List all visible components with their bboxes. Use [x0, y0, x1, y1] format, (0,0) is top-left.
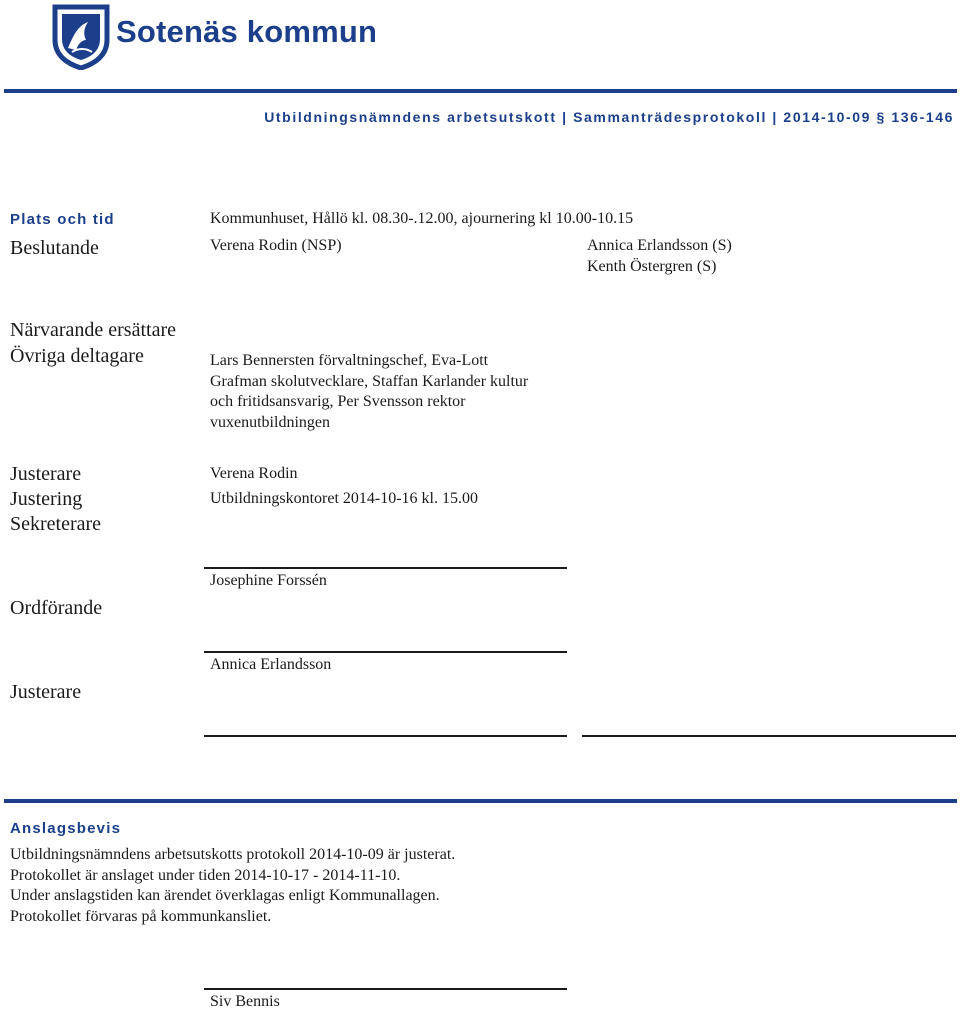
adjuster-value: Verena Rodin — [210, 465, 298, 482]
secretary-name: Josephine Forssén — [210, 572, 327, 589]
secretary-label: Sekreterare — [10, 513, 102, 535]
place-label: Plats och tid — [10, 211, 115, 228]
adjustment-label: Justering — [10, 488, 83, 510]
participants-line: och fritidsansvarig, Per Svensson rektor — [210, 393, 466, 410]
notice-text — [10, 845, 455, 927]
notice-signature-line — [204, 988, 567, 990]
header-rule — [4, 89, 957, 93]
chair-signature-line — [204, 651, 567, 653]
decision-maker-2: Annica Erlandsson (S) — [587, 237, 732, 254]
other-participants-label: Övriga deltagare — [10, 345, 144, 367]
secretary-signature-line — [204, 567, 567, 569]
decision-makers-label: Beslutande — [10, 237, 99, 259]
notice-line: Utbildningsnämndens arbetsutskotts protokoll 2014-10-09 är justerat. — [10, 846, 456, 863]
substitutes-label: Närvarande ersättare — [10, 319, 176, 341]
logo-text: Sotenäs kommun — [116, 14, 378, 49]
document-title: Utbildningsnämndens arbetsutskott | Sammanträdesprotokoll | 2014-10-09 § 136-146 — [264, 109, 954, 125]
chair-label: Ordförande — [10, 597, 103, 619]
notice-heading: Anslagsbevis — [10, 820, 122, 837]
notice-signer-name: Siv Bennis — [210, 993, 280, 1010]
adjuster-signature-line-2 — [582, 735, 956, 737]
decision-maker-1: Verena Rodin (NSP) — [210, 237, 342, 254]
notice-rule — [4, 799, 957, 803]
adjuster-signature-line-1 — [204, 735, 567, 737]
notice-line: Protokollet är anslaget under tiden 2014-10-17 - 2014-11-10. — [10, 866, 401, 884]
chair-name: Annica Erlandsson — [210, 656, 332, 673]
notice-line: Under anslagstiden kan ärendet överklagas enligt Kommunallagen. — [10, 887, 440, 904]
adjuster-label: Justerare — [10, 463, 82, 485]
participants-line: vuxenutbildningen — [210, 413, 330, 431]
participants-line: Lars Bennersten förvaltningschef, Eva-Lott — [210, 352, 489, 369]
notice-line: Protokollet förvaras på kommunkansliet. — [10, 907, 272, 925]
adjustment-value: Utbildningskontoret 2014-10-16 kl. 15.00 — [210, 490, 478, 507]
coat-of-arms-icon — [52, 4, 110, 70]
decision-maker-3: Kenth Östergren (S) — [587, 258, 717, 275]
municipality-logo — [52, 4, 382, 70]
adjuster-signature-label: Justerare — [10, 681, 82, 703]
other-participants-list — [210, 351, 528, 433]
participants-line: Grafman skolutvecklare, Staffan Karlander kultur — [210, 372, 529, 390]
place-value: Kommunhuset, Hållö kl. 08.30-.12.00, ajournering kl 10.00-10.15 — [210, 210, 634, 227]
